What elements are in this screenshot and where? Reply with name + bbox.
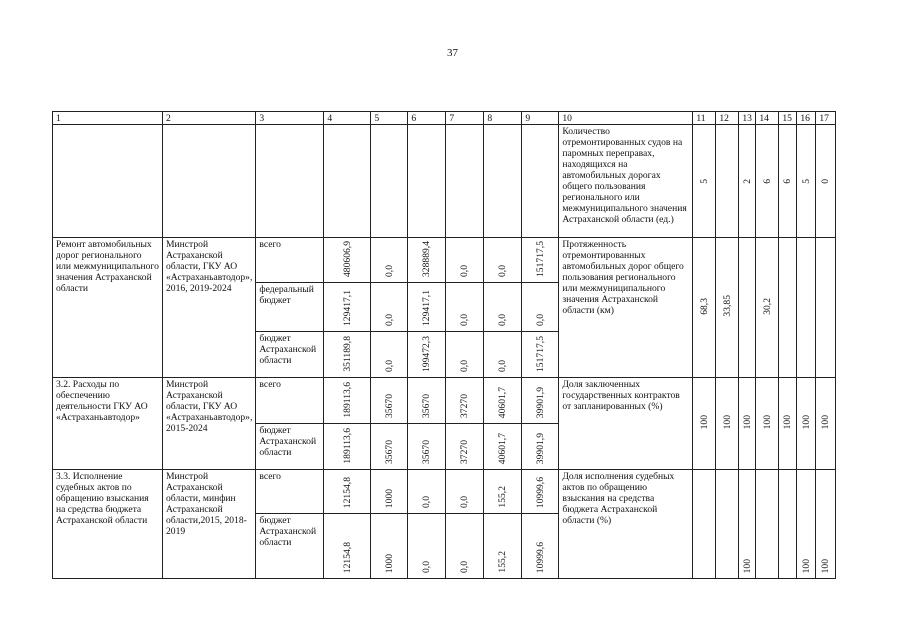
column-header: 6 — [408, 112, 446, 125]
executor-cell: Минстрой Астраханской области, минфин Астраханской области,2015, 2018-2019 — [163, 470, 256, 579]
value-cell: 2 — [741, 178, 753, 184]
column-header: 7 — [446, 112, 484, 125]
amount-cell: 39901,9 — [534, 432, 546, 464]
amount-cell: 0,0 — [497, 314, 509, 326]
value-cell: 33,85 — [721, 295, 733, 317]
amount-cell: 0,0 — [534, 314, 546, 326]
column-header: 11 — [693, 112, 716, 125]
program-table — [52, 111, 836, 579]
column-header: 12 — [716, 112, 739, 125]
value-cell: 100 — [820, 414, 832, 430]
column-header: 14 — [756, 112, 779, 125]
amount-cell: 328889,4 — [421, 241, 433, 277]
amount-cell: 0,0 — [459, 314, 471, 326]
indicator-cell: Доля исполнения судебных актов по обращению взыскания на средства бюджета Астраханской области (%) — [559, 470, 693, 579]
table-row — [53, 470, 836, 514]
funding-source: всего — [256, 238, 324, 283]
amount-cell: 10999,6 — [534, 541, 546, 573]
indicator-cell: Доля заключенных государственных контрактов от запланированных (%) — [559, 378, 693, 470]
amount-cell: 0,0 — [459, 561, 471, 573]
value-cell: 100 — [820, 558, 832, 573]
indicator-cell: Количество отремонтированных судов на паромных переправах, находящихся на автомобильных дорогах общего пользования регионального или межмуниципального значения Астраханской области (ед.) — [559, 125, 693, 238]
value-cell: 5 — [698, 178, 710, 184]
amount-cell: 151717,5 — [534, 336, 546, 372]
amount-cell: 155,2 — [497, 551, 509, 573]
amount-cell: 0,0 — [383, 265, 395, 277]
amount-cell: 35670 — [383, 394, 395, 418]
table-row — [53, 378, 836, 424]
amount-cell: 351189,8 — [341, 336, 353, 372]
amount-cell: 37270 — [459, 394, 471, 418]
amount-cell: 151717,5 — [534, 241, 546, 277]
amount-cell: 39901,9 — [534, 386, 546, 418]
column-header: 10 — [559, 112, 693, 125]
amount-cell: 12154,8 — [341, 476, 353, 508]
measure-name: Ремонт автомобильных дорог регионального или межмуниципального значения Астраханской области — [53, 238, 163, 378]
amount-cell: 40601,7 — [497, 432, 509, 464]
value-cell: 100 — [741, 414, 753, 430]
amount-cell: 0,0 — [383, 314, 395, 326]
amount-cell: 199472,3 — [421, 336, 433, 372]
value-cell: 30,2 — [761, 297, 773, 315]
column-header: 2 — [163, 112, 256, 125]
measure-name: 3.2. Расходы по обеспечению деятельности ГКУ АО «Астраханьавтодор» — [53, 378, 163, 470]
funding-source: федеральный бюджет — [256, 283, 324, 332]
column-header: 9 — [522, 112, 559, 125]
amount-cell: 189113,6 — [341, 382, 353, 418]
funding-source: всего — [256, 470, 324, 514]
value-cell: 68,3 — [698, 297, 710, 315]
amount-cell: 0,0 — [383, 360, 395, 372]
column-header: 1 — [53, 112, 163, 125]
value-cell: 0 — [820, 178, 832, 184]
funding-source: всего — [256, 378, 324, 424]
amount-cell: 35670 — [421, 394, 433, 418]
indicator-cell: Протяженность отремонтированных автомобильных дорог общего пользования регионального или межмуниципального значения Астраханской области (км) — [559, 238, 693, 378]
table-row — [53, 125, 836, 238]
amount-cell: 0,0 — [459, 496, 471, 508]
column-header: 3 — [256, 112, 324, 125]
value-cell: 100 — [698, 414, 710, 430]
value-cell: 5 — [800, 178, 812, 184]
amount-cell: 0,0 — [421, 561, 433, 573]
funding-source: бюджет Астраханской области — [256, 332, 324, 378]
table-row — [53, 238, 836, 283]
amount-cell: 0,0 — [459, 265, 471, 277]
amount-cell: 35670 — [421, 440, 433, 464]
value-cell: 100 — [782, 414, 794, 430]
amount-cell: 189113,6 — [341, 428, 353, 464]
column-header: 5 — [371, 112, 408, 125]
funding-source: бюджет Астраханской области — [256, 514, 324, 579]
amount-cell: 0,0 — [497, 265, 509, 277]
amount-cell: 480606,9 — [341, 241, 353, 277]
amount-cell: 35670 — [383, 440, 395, 464]
amount-cell: 1000 — [383, 488, 395, 508]
value-cell: 6 — [782, 178, 794, 184]
value-cell: 6 — [761, 178, 773, 184]
amount-cell: 155,2 — [497, 486, 509, 508]
value-cell: 100 — [721, 414, 733, 430]
column-header: 15 — [779, 112, 797, 125]
value-cell: 100 — [800, 558, 812, 573]
amount-cell: 1000 — [383, 553, 395, 573]
column-header: 16 — [797, 112, 816, 125]
amount-cell: 10999,6 — [534, 476, 546, 508]
column-header: 8 — [484, 112, 522, 125]
amount-cell: 12154,8 — [341, 541, 353, 573]
amount-cell: 0,0 — [497, 360, 509, 372]
header-row — [53, 112, 836, 125]
amount-cell: 37270 — [459, 440, 471, 464]
amount-cell: 129417,1 — [421, 290, 433, 326]
value-cell: 100 — [741, 558, 753, 573]
executor-cell: Минстрой Астраханской области, ГКУ АО «Астраханьавтодор», 2015-2024 — [163, 378, 256, 470]
executor-cell: Минстрой Астраханской области, ГКУ АО «Астраханьавтодор», 2016, 2019-2024 — [163, 238, 256, 378]
amount-cell: 129417,1 — [341, 290, 353, 326]
measure-name: 3.3. Исполнение судебных актов по обращению взыскания на средства бюджета Астраханской области — [53, 470, 163, 579]
amount-cell: 0,0 — [421, 496, 433, 508]
column-header: 13 — [739, 112, 756, 125]
page-number: 37 — [447, 47, 458, 59]
amount-cell: 40601,7 — [497, 386, 509, 418]
amount-cell: 0,0 — [459, 360, 471, 372]
column-header: 17 — [816, 112, 836, 125]
funding-source: бюджет Астраханской области — [256, 424, 324, 470]
value-cell: 100 — [761, 414, 773, 430]
value-cell: 100 — [800, 414, 812, 430]
column-header: 4 — [324, 112, 371, 125]
